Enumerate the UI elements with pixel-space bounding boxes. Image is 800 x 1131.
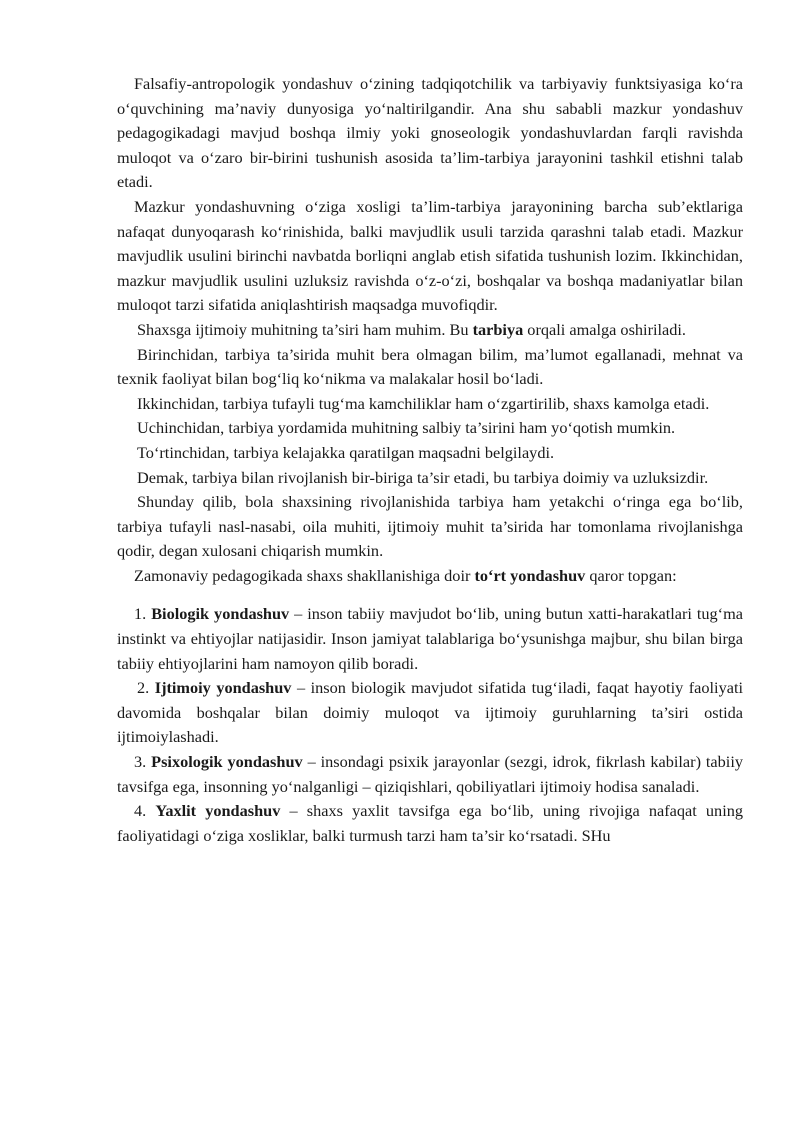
paragraph-text: Shaxsga ijtimoiy muhitning ta’siri ham muhim. Bu	[137, 319, 473, 339]
paragraph-demak: Demak, tarbiya bilan rivojlanish bir-biriga ta’sir etadi, bu tarbiya doimiy va uzluksizdir.	[137, 467, 709, 487]
approach-number: 3.	[134, 752, 147, 772]
approach-item-yaxlit	[117, 799, 743, 848]
approach-title: Biologik yondashuv	[151, 604, 290, 624]
paragraph-text: Zamonaviy pedagogikada shaxs shakllanishiga doir	[134, 565, 475, 585]
bold-term: tarbiya	[472, 319, 524, 339]
paragraph-text: qaror topgan:	[585, 565, 677, 585]
approach-number: 4.	[134, 801, 147, 821]
approach-text: – inson tabiiy mavjudot bo‘lib, uning butun xatti-harakatlari tug‘ma instinkt va ehtiyojlar natijasidir. Inson jamiyat talablariga bo‘ysunishga majbur, shu bilan birga tabiiy ehtiyojlarini ham namoyon qilib boradi.	[117, 604, 743, 673]
paragraph-mavjudlik: Mazkur yondashuvning o‘ziga xosligi ta’lim-tarbiya jarayonining barcha sub’ektlariga nafaqat dunyoqarash ko‘rinishida, balki mavjudlik usuli tarzida qarashni talab etadi. Mazkur mavjudlik usulini birinchi navbatda borliqni anglab etish sifatida tushunish lozim. Ikkinchidan, mazkur mavjudlik usulini uzluksiz ravishda o‘z-o‘zi, boshqalar va boshqa madaniyatlar bilan muloqot tarzi sifatida aniqlashtirish maqsadga muvofiqdir.	[117, 196, 743, 315]
approach-item-psixologik	[117, 750, 743, 799]
document-page	[117, 72, 743, 848]
paragraph-tort-yondashuv	[117, 564, 743, 589]
paragraph-ikkinchidan: Ikkinchidan, tarbiya tufayli tug‘ma kamchiliklar ham o‘zgartirilib, shaxs kamolga etadi.	[137, 393, 710, 413]
approach-item-biologik	[117, 602, 743, 676]
approach-text: – shaxs yaxlit tavsifga ega bo‘lib, uning rivojiga nafaqat uning faoliyatidagi o‘ziga xosliklar, balki turmush tarzi ham ta’sir ko‘rsatadi. SHu	[117, 801, 743, 845]
paragraph-birinchidan: Birinchidan, tarbiya ta’sirida muhit bera olmagan bilim, ma’lumot egallanadi, mehnat va texnik faoliyat bilan bog‘liq ko‘nikma va malakalar hosil bo‘ladi.	[117, 344, 743, 389]
paragraph-antropologik: Falsafiy-antropologik yondashuv o‘zining tadqiqotchilik va tarbiyaviy funktsiyasiga ko‘ra o‘quvchining ma’naviy dunyosiga yo‘naltirilgandir. Ana shu sababli mazkur yondashuv pedagogikadagi mavjud boshqa ilmiy yoki gnoseologik yondashuvlardan farqli ravishda muloqot va o‘zaro bir-birini tushunish asosida ta’lim-tarbiya jarayonini tashkil etishni talab etadi.	[117, 74, 743, 192]
approach-number: 1.	[134, 604, 147, 624]
approach-title: Yaxlit yondashuv	[155, 801, 281, 821]
approach-item-ijtimoiy	[117, 676, 743, 750]
paragraph-tortinchidan: To‘rtinchidan, tarbiya kelajakka qaratilgan maqsadni belgilaydi.	[137, 442, 555, 462]
approach-text: – insondagi psixik jarayonlar (sezgi, idrok, fikrlash kabilar) tabiiy tavsifga ega, insonning yo‘nalganligi – qiziqishlari, qobiliyatlari ijtimoiy hodisa sanaladi.	[117, 752, 743, 796]
paragraph-muhit	[117, 318, 743, 343]
bold-term: to‘rt yondashuv	[474, 565, 586, 585]
approach-text: – inson biologik mavjudot sifatida tug‘iladi, faqat hayotiy faoliyati davomida boshqalar bilan doimiy muloqot va ijtimoiy guruhlarning ta’siri ostida ijtimoiylashadi.	[117, 678, 743, 747]
approach-title: Psixologik yondashuv	[151, 752, 303, 772]
approach-number: 2.	[137, 678, 150, 698]
paragraph-xulosa: Shunday qilib, bola shaxsining rivojlanishida tarbiya ham yetakchi o‘ringa ega bo‘lib, tarbiya tufayli nasl-nasabi, oila muhiti, ijtimoiy muhit ta’sirida har tomonlama rivojlanishga qodir, degan xulosani chiqarish mumkin.	[117, 492, 743, 561]
paragraph-text: orqali amalga oshiriladi.	[523, 319, 686, 339]
approach-title: Ijtimoiy yondashuv	[154, 678, 292, 698]
paragraph-uchinchidan: Uchinchidan, tarbiya yordamida muhitning salbiy ta’sirini ham yo‘qotish mumkin.	[137, 418, 676, 438]
